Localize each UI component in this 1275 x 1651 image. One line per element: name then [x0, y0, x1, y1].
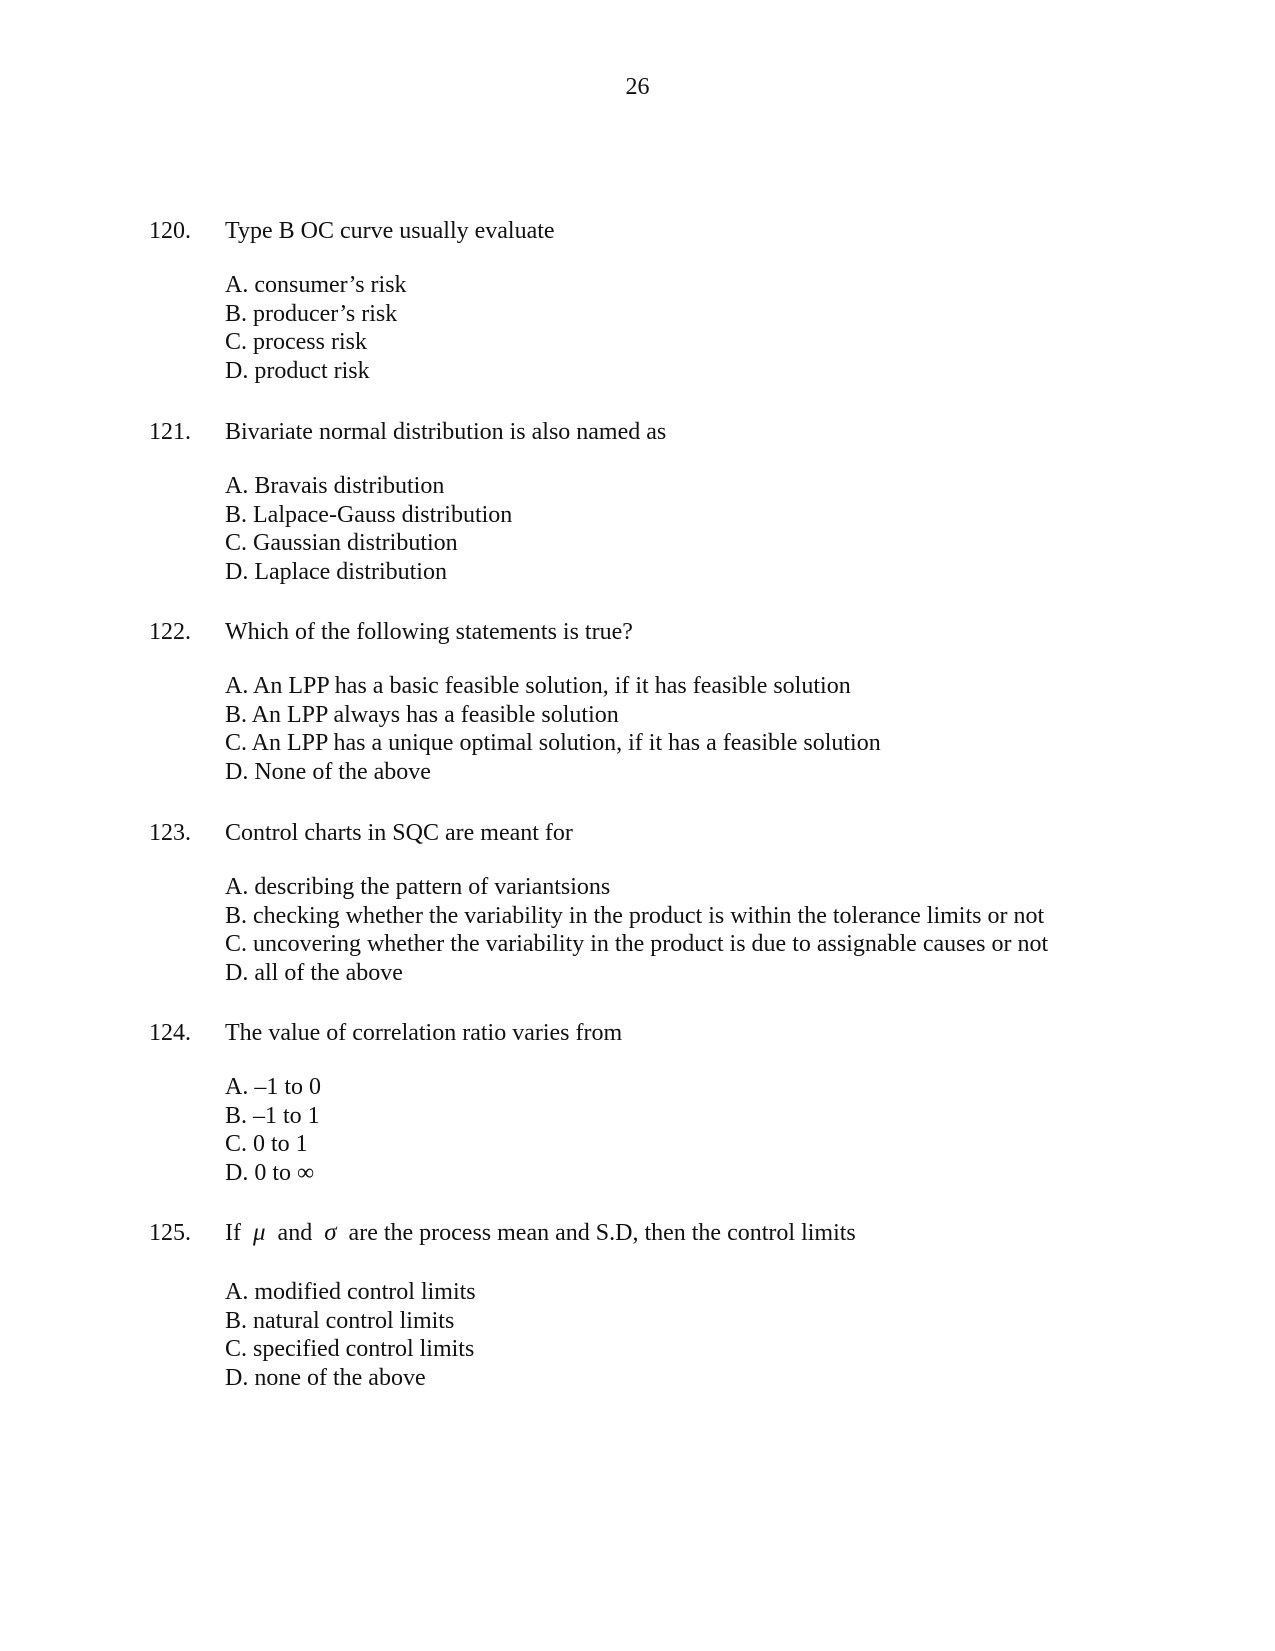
question-number: 123.	[149, 820, 191, 846]
option-a: A. consumer’s risk	[225, 272, 407, 298]
option-a: A. –1 to 0	[225, 1074, 321, 1100]
option-d: D. none of the above	[225, 1365, 426, 1392]
question-number: 124.	[149, 1020, 191, 1046]
option-c: C. uncovering whether the variability in the product is due to assignable causes or not	[225, 931, 1049, 958]
option-c: C. specified control limits	[225, 1336, 475, 1363]
question-text: Which of the following statements is true?	[225, 619, 633, 645]
question-text: Type B OC curve usually evaluate	[225, 218, 555, 244]
question-number: 121.	[149, 419, 191, 445]
option-list	[225, 1278, 1149, 1393]
page-number: 26	[625, 74, 650, 100]
question-text: Control charts in SQC are meant for	[225, 820, 573, 846]
option-d: D. Laplace distribution	[225, 559, 447, 586]
mu-symbol: μ	[252, 1219, 266, 1246]
option-b: B. natural control limits	[225, 1307, 455, 1334]
question-number: 122.	[149, 619, 191, 645]
option-a: A. Bravais distribution	[225, 473, 445, 499]
option-c: C. Gaussian distribution	[225, 530, 458, 557]
sigma-symbol: σ	[324, 1219, 337, 1246]
option-list	[225, 1073, 1149, 1188]
option-b: B. producer’s risk	[225, 300, 398, 327]
question-text	[225, 1218, 856, 1248]
option-list	[225, 873, 1149, 988]
question-text: The value of correlation ratio varies from	[225, 1020, 623, 1046]
option-b: B. checking whether the variability in the product is within the tolerance limits or not	[225, 902, 1045, 929]
question-121	[149, 417, 1149, 587]
question-text-part: If	[225, 1220, 241, 1246]
option-list	[225, 271, 1149, 386]
option-b: B. An LPP always has a feasible solution	[225, 701, 619, 728]
question-123	[149, 818, 1149, 988]
question-125	[149, 1218, 1149, 1393]
question-122	[149, 617, 1149, 787]
question-text-part: are the process mean and S.D, then the control limits	[348, 1220, 856, 1246]
option-b: B. Lalpace-Gauss distribution	[225, 501, 513, 528]
question-number: 120.	[149, 218, 191, 244]
option-a: A. describing the pattern of variantsions	[225, 874, 611, 900]
option-a: A. modified control limits	[225, 1279, 476, 1305]
option-list	[225, 672, 1149, 787]
option-a: A. An LPP has a basic feasible solution, if it has feasible solution	[225, 673, 851, 699]
option-d: D. 0 to ∞	[225, 1160, 315, 1187]
option-c: C. 0 to 1	[225, 1131, 308, 1158]
question-120	[149, 216, 1149, 386]
question-124	[149, 1018, 1149, 1188]
option-b: B. –1 to 1	[225, 1102, 320, 1129]
option-d: D. product risk	[225, 358, 370, 385]
question-text: Bivariate normal distribution is also named as	[225, 419, 667, 445]
question-number: 125.	[149, 1220, 191, 1246]
option-c: C. process risk	[225, 329, 367, 356]
option-d: D. all of the above	[225, 960, 403, 987]
question-text-part: and	[277, 1220, 313, 1246]
option-c: C. An LPP has a unique optimal solution, if it has a feasible solution	[225, 730, 881, 757]
option-d: D. None of the above	[225, 759, 431, 786]
option-list	[225, 472, 1149, 587]
